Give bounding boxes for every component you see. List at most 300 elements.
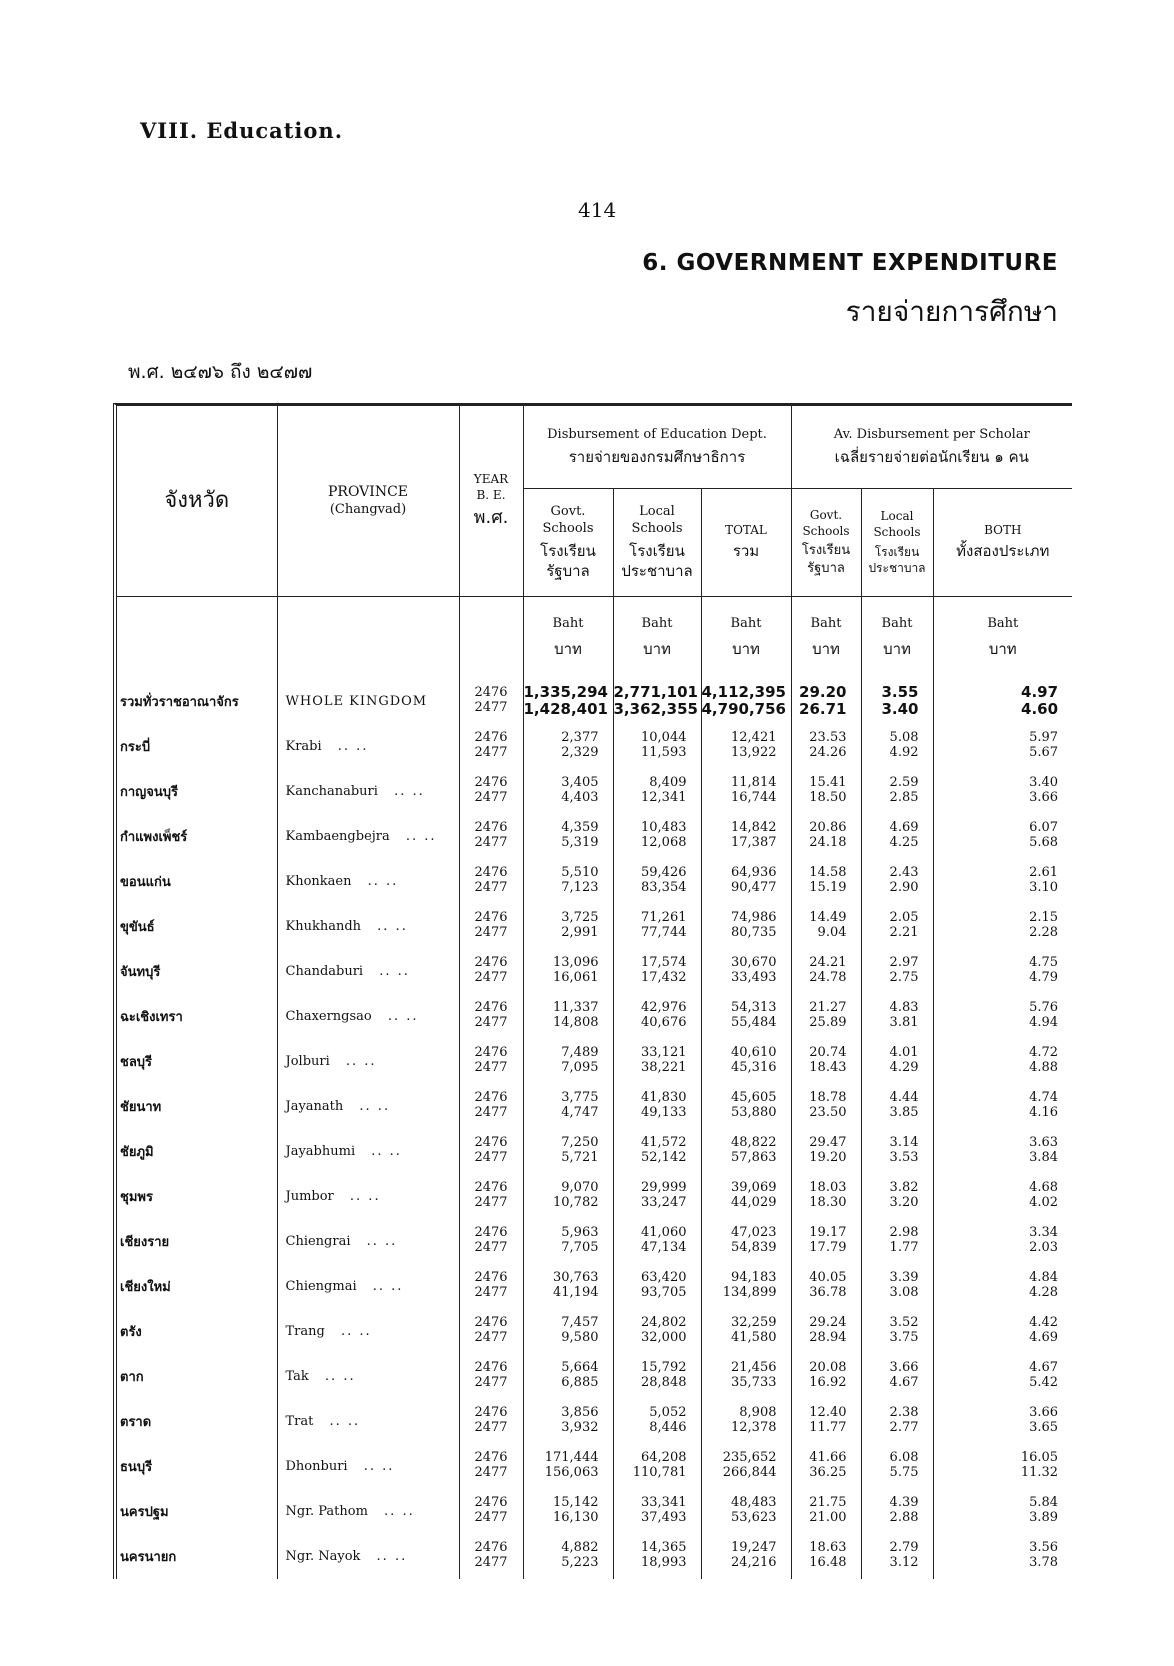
value-2476: 20.86 [809, 820, 847, 836]
value-2477: 5,223 [561, 1555, 599, 1570]
province-english-name: Krabi [285, 738, 322, 754]
value-2476: 3.82 [889, 1180, 919, 1196]
value-2476: 2476 [474, 1135, 508, 1151]
value-2476: 2476 [474, 955, 508, 971]
header-local-schools: Local Schools โรงเรียนประชาบาล [613, 488, 701, 596]
value-2476: 14,842 [731, 820, 777, 836]
govt-schools-cell [523, 814, 613, 859]
province-thai-cell: รวมทั่วราชอาณาจักร [117, 679, 277, 724]
value-2477: 8,446 [649, 1420, 687, 1435]
value-2477: 2.88 [889, 1510, 919, 1525]
local-schools-cell [613, 904, 701, 949]
govt-schools-cell [523, 1309, 613, 1354]
av-govt-cell [791, 1489, 861, 1534]
province-row [117, 859, 1072, 904]
av-local-cell [861, 1264, 933, 1309]
value-2476: 2476 [474, 1270, 508, 1286]
leader-dots: .. .. [339, 1053, 377, 1069]
value-2476: 21.27 [809, 1000, 847, 1016]
value-2477: 18,993 [641, 1555, 687, 1570]
province-english-cell [277, 1489, 459, 1534]
value-2477: 17,432 [641, 970, 687, 985]
total-cell [701, 1309, 791, 1354]
value-2477: 2477 [474, 700, 508, 715]
value-2476: 2,377 [561, 730, 599, 746]
value-2477: 7,095 [561, 1060, 599, 1075]
value-2477: 32,000 [641, 1330, 687, 1345]
value-2476: 74,986 [731, 910, 777, 926]
value-2477: 24.26 [809, 745, 847, 760]
province-english-cell [277, 1219, 459, 1264]
value-2477: 2.75 [889, 970, 919, 985]
value-2476: 19.17 [809, 1225, 847, 1241]
value-2477: 19.20 [809, 1150, 847, 1165]
province-english-cell [277, 1264, 459, 1309]
unit-cell: Baht บาท [701, 596, 791, 679]
value-2476: 29.47 [809, 1135, 847, 1151]
value-2477: 2.03 [1029, 1240, 1059, 1255]
value-2477: 2477 [474, 970, 508, 985]
value-2476: 4,359 [561, 820, 599, 836]
value-2476: 15,792 [641, 1360, 687, 1376]
province-row [117, 1129, 1072, 1174]
province-english-name: Chaxerngsao [285, 1008, 372, 1024]
av-both-cell [933, 994, 1072, 1039]
value-2477: 13,922 [731, 745, 777, 760]
province-thai-cell: ขุขันธ์ [117, 904, 277, 949]
leader-dots: .. .. [357, 1458, 395, 1474]
value-2476: 24.21 [809, 955, 847, 971]
value-2476: 3.39 [889, 1270, 919, 1286]
province-thai-cell: ธนบุรี [117, 1444, 277, 1489]
govt-schools-cell [523, 1444, 613, 1489]
local-schools-cell [613, 724, 701, 769]
av-local-cell [861, 1399, 933, 1444]
av-both-cell [933, 1354, 1072, 1399]
value-2476: 21,456 [731, 1360, 777, 1376]
av-govt-cell [791, 994, 861, 1039]
value-2476: 4.72 [1029, 1045, 1059, 1061]
local-schools-cell [613, 1039, 701, 1084]
province-row [117, 1489, 1072, 1534]
value-2476: 21.75 [809, 1495, 847, 1511]
leader-dots: .. .. [361, 873, 399, 889]
value-2476: 2476 [474, 1045, 508, 1061]
local-schools-cell [613, 994, 701, 1039]
total-cell [701, 949, 791, 994]
leader-dots: .. .. [343, 1188, 381, 1204]
value-2476: 18.03 [809, 1180, 847, 1196]
province-row [117, 1039, 1072, 1084]
leader-dots: .. .. [353, 1098, 391, 1114]
leader-dots: .. .. [373, 963, 410, 979]
header-average-group: Av. Disbursement per Scholar เฉลี่ยรายจ่ายต่อนักเรียน ๑ คน [791, 406, 1072, 488]
value-2477: 24.78 [809, 970, 847, 985]
total-cell [701, 904, 791, 949]
province-row [117, 904, 1072, 949]
value-2476: 3,775 [561, 1090, 599, 1106]
av-local-cell [861, 1219, 933, 1264]
header-both: BOTH ทั้งสองประเภท [933, 488, 1072, 596]
value-2477: 33,247 [641, 1195, 687, 1210]
value-2476: 3,856 [561, 1405, 599, 1421]
value-2477: 18.43 [809, 1060, 847, 1075]
value-2477: 4,790,756 [701, 700, 786, 718]
total-cell [701, 1354, 791, 1399]
value-2476: 4.83 [889, 1000, 919, 1016]
value-2477: 26.71 [799, 700, 847, 718]
value-2477: 16,130 [553, 1510, 599, 1525]
value-2476: 6.08 [889, 1450, 919, 1466]
year-cell [459, 1354, 523, 1399]
av-local-cell [861, 679, 933, 724]
value-2477: 21.00 [809, 1510, 847, 1525]
value-2476: 2476 [474, 1225, 508, 1241]
value-2476: 18.63 [809, 1540, 847, 1556]
value-2476: 4.67 [1029, 1360, 1059, 1376]
av-both-cell [933, 1039, 1072, 1084]
value-2476: 2.98 [889, 1225, 919, 1241]
value-2477: 2477 [474, 880, 508, 895]
province-thai-cell: ชลบุรี [117, 1039, 277, 1084]
value-2476: 2.05 [889, 910, 919, 926]
value-2477: 80,735 [731, 925, 777, 940]
value-2476: 4.44 [889, 1090, 919, 1106]
value-2477: 49,133 [641, 1105, 687, 1120]
govt-schools-cell [523, 1354, 613, 1399]
province-english-cell [277, 859, 459, 904]
leader-dots: .. .. [365, 1143, 402, 1159]
av-govt-cell [791, 1039, 861, 1084]
province-english-cell [277, 1309, 459, 1354]
value-2476: 20.08 [809, 1360, 847, 1376]
total-cell [701, 994, 791, 1039]
value-2477: 16,744 [731, 790, 777, 805]
av-both-cell [933, 949, 1072, 994]
value-2476: 4.01 [889, 1045, 919, 1061]
value-2476: 3.52 [889, 1315, 919, 1331]
av-both-cell [933, 1534, 1072, 1579]
province-thai-cell: เชียงราย [117, 1219, 277, 1264]
province-row [117, 949, 1072, 994]
av-govt-cell [791, 1084, 861, 1129]
value-2476: 20.74 [809, 1045, 847, 1061]
local-schools-cell [613, 1399, 701, 1444]
province-english-cell [277, 904, 459, 949]
av-local-cell [861, 904, 933, 949]
province-thai-cell: ตาก [117, 1354, 277, 1399]
value-2476: 3.40 [1029, 775, 1059, 791]
av-govt-cell [791, 1444, 861, 1489]
province-thai-cell: เชียงใหม่ [117, 1264, 277, 1309]
province-english-cell [277, 1084, 459, 1129]
value-2477: 3.78 [1029, 1555, 1059, 1570]
local-schools-cell [613, 1534, 701, 1579]
value-2477: 3.12 [889, 1555, 919, 1570]
local-schools-cell [613, 1264, 701, 1309]
province-english-cell [277, 769, 459, 814]
av-local-cell [861, 724, 933, 769]
province-row [117, 1399, 1072, 1444]
province-english-name: Jolburi [285, 1053, 330, 1069]
province-english-cell [277, 724, 459, 769]
value-2476: 16.05 [1020, 1450, 1059, 1466]
kingdom-total-row [117, 679, 1072, 724]
value-2477: 3,932 [561, 1420, 599, 1435]
total-cell [701, 1084, 791, 1129]
value-2477: 2477 [474, 835, 508, 850]
govt-schools-cell [523, 949, 613, 994]
value-2477: 2477 [474, 925, 508, 940]
province-row [117, 769, 1072, 814]
year-cell [459, 1174, 523, 1219]
province-english-name: Ngr. Pathom [285, 1503, 368, 1519]
year-cell [459, 1084, 523, 1129]
value-2476: 4.74 [1029, 1090, 1059, 1106]
value-2476: 4.75 [1029, 955, 1059, 971]
value-2476: 2476 [474, 730, 508, 746]
value-2477: 38,221 [641, 1060, 687, 1075]
value-2477: 28,848 [641, 1375, 687, 1390]
value-2476: 48,822 [731, 1135, 777, 1151]
value-2477: 2,329 [561, 745, 599, 760]
value-2476: 13,096 [553, 955, 599, 971]
value-2477: 3.81 [889, 1015, 919, 1030]
av-govt-cell [791, 679, 861, 724]
govt-schools-cell [523, 904, 613, 949]
av-both-cell [933, 724, 1072, 769]
year-cell [459, 1039, 523, 1084]
total-cell [701, 679, 791, 724]
av-local-cell [861, 1039, 933, 1084]
year-cell [459, 1444, 523, 1489]
value-2476: 5.97 [1029, 730, 1059, 746]
av-govt-cell [791, 814, 861, 859]
value-2476: 3,405 [561, 775, 599, 791]
av-both-cell [933, 814, 1072, 859]
value-2476: 48,483 [731, 1495, 777, 1511]
value-2476: 3.63 [1029, 1135, 1059, 1151]
province-row [117, 1264, 1072, 1309]
value-2476: 2476 [474, 910, 508, 926]
av-both-cell [933, 679, 1072, 724]
value-2476: 2476 [474, 1180, 508, 1196]
av-both-cell [933, 1174, 1072, 1219]
leader-dots: .. .. [366, 1278, 404, 1294]
value-2476: 4.84 [1029, 1270, 1059, 1286]
value-2476: 2476 [474, 775, 508, 791]
value-2476: 2.43 [889, 865, 919, 881]
av-local-cell [861, 1489, 933, 1534]
province-english-name: Kambaengbejra [285, 828, 390, 844]
value-2476: 10,483 [641, 820, 687, 836]
table-title-thai: รายจ่ายการศึกษา [845, 295, 1058, 328]
value-2477: 15.19 [809, 880, 847, 895]
value-2477: 2.28 [1029, 925, 1059, 940]
govt-schools-cell [523, 1489, 613, 1534]
value-2476: 2476 [474, 1360, 508, 1376]
year-cell [459, 1489, 523, 1534]
govt-schools-cell [523, 1174, 613, 1219]
total-cell [701, 814, 791, 859]
value-2477: 4.69 [1029, 1330, 1059, 1345]
value-2476: 2.97 [889, 955, 919, 971]
av-local-cell [861, 1354, 933, 1399]
av-local-cell [861, 994, 933, 1039]
av-local-cell [861, 949, 933, 994]
value-2476: 2476 [474, 820, 508, 836]
value-2476: 8,908 [739, 1405, 777, 1421]
province-english-cell [277, 949, 459, 994]
province-thai-cell: กาญจนบุรี [117, 769, 277, 814]
province-english-name: Trat [285, 1413, 314, 1429]
value-2477: 4.88 [1029, 1060, 1059, 1075]
value-2476: 2476 [474, 1450, 508, 1466]
value-2476: 29,999 [641, 1180, 687, 1196]
header-province: PROVINCE (Changvad) [277, 406, 459, 596]
year-cell [459, 679, 523, 724]
av-both-cell [933, 1084, 1072, 1129]
value-2476: 30,763 [553, 1270, 599, 1286]
value-2477: 53,880 [731, 1105, 777, 1120]
value-2476: 2.79 [889, 1540, 919, 1556]
value-2477: 2477 [474, 1375, 508, 1390]
value-2477: 5,721 [561, 1150, 599, 1165]
value-2476: 2.38 [889, 1405, 919, 1421]
province-row [117, 1354, 1072, 1399]
value-2477: 3.40 [881, 700, 919, 718]
value-2477: 2.77 [889, 1420, 919, 1435]
year-cell [459, 1219, 523, 1264]
value-2477: 4.92 [889, 745, 919, 760]
province-english-name: Trang [285, 1323, 325, 1339]
province-english-name: Ngr. Nayok [285, 1548, 361, 1564]
value-2477: 5.67 [1029, 745, 1059, 760]
govt-schools-cell [523, 724, 613, 769]
value-2477: 2477 [474, 1195, 508, 1210]
province-english-name: Khukhandh [285, 918, 362, 934]
province-thai-cell: ตราด [117, 1399, 277, 1444]
local-schools-cell [613, 1309, 701, 1354]
value-2476: 5,664 [561, 1360, 599, 1376]
value-2477: 4.29 [889, 1060, 919, 1075]
local-schools-cell [613, 769, 701, 814]
year-cell [459, 1129, 523, 1174]
av-both-cell [933, 1129, 1072, 1174]
value-2476: 3.14 [889, 1135, 919, 1151]
value-2477: 6,885 [561, 1375, 599, 1390]
value-2477: 18.50 [809, 790, 847, 805]
value-2476: 2476 [474, 685, 508, 701]
province-row [117, 814, 1072, 859]
value-2476: 15.41 [809, 775, 847, 791]
value-2476: 29.24 [809, 1315, 847, 1331]
value-2476: 29.20 [799, 682, 847, 701]
total-cell [701, 1534, 791, 1579]
value-2477: 54,839 [731, 1240, 777, 1255]
value-2476: 2476 [474, 1540, 508, 1556]
province-row [117, 1534, 1072, 1579]
av-govt-cell [791, 949, 861, 994]
govt-schools-cell [523, 1084, 613, 1129]
unit-cell: Baht บาท [613, 596, 701, 679]
local-schools-cell [613, 1129, 701, 1174]
value-2477: 41,580 [731, 1330, 777, 1345]
value-2476: 59,426 [641, 865, 687, 881]
av-local-cell [861, 1444, 933, 1489]
value-2477: 4.60 [1021, 700, 1059, 718]
year-cell [459, 1534, 523, 1579]
province-english-cell [277, 679, 459, 724]
value-2476: 4.39 [889, 1495, 919, 1511]
value-2476: 6.07 [1029, 820, 1059, 836]
value-2476: 47,023 [731, 1225, 777, 1241]
value-2477: 41,194 [553, 1285, 599, 1300]
value-2477: 5,319 [561, 835, 599, 850]
value-2477: 53,623 [731, 1510, 777, 1525]
value-2477: 3,362,355 [613, 700, 698, 718]
av-local-cell [861, 769, 933, 814]
value-2477: 4.67 [889, 1375, 919, 1390]
value-2476: 4.68 [1029, 1180, 1059, 1196]
header-disbursement-group: Disbursement of Education Dept. รายจ่ายของกรมศึกษาธิการ [523, 406, 791, 488]
year-cell [459, 994, 523, 1039]
value-2476: 41,830 [641, 1090, 687, 1106]
value-2477: 40,676 [641, 1015, 687, 1030]
province-english-name: Dhonburi [285, 1458, 348, 1474]
value-2477: 10,782 [553, 1195, 599, 1210]
value-2477: 156,063 [544, 1465, 599, 1480]
value-2477: 4.94 [1029, 1015, 1059, 1030]
value-2476: 41,572 [641, 1135, 687, 1151]
province-english-name: Tak [285, 1368, 309, 1384]
av-govt-cell [791, 1399, 861, 1444]
province-row [117, 1219, 1072, 1264]
province-english-name: WHOLE KINGDOM [285, 693, 428, 709]
section-heading: VIII. Education. [140, 118, 344, 143]
av-both-cell [933, 1219, 1072, 1264]
leader-dots: .. .. [323, 1413, 361, 1429]
value-2477: 24.18 [809, 835, 847, 850]
value-2476: 5,052 [649, 1405, 687, 1421]
av-govt-cell [791, 1129, 861, 1174]
value-2477: 2477 [474, 1015, 508, 1030]
value-2477: 16,061 [553, 970, 599, 985]
total-cell [701, 1219, 791, 1264]
value-2477: 3.65 [1029, 1420, 1059, 1435]
value-2477: 25.89 [809, 1015, 847, 1030]
value-2477: 23.50 [809, 1105, 847, 1120]
value-2476: 94,183 [731, 1270, 777, 1286]
province-english-name: Khonkaen [285, 873, 352, 889]
value-2477: 2477 [474, 790, 508, 805]
value-2477: 2.21 [889, 925, 919, 940]
value-2476: 2476 [474, 1090, 508, 1106]
value-2477: 2.85 [889, 790, 919, 805]
value-2477: 7,705 [561, 1240, 599, 1255]
value-2477: 45,316 [731, 1060, 777, 1075]
value-2477: 3.84 [1029, 1150, 1059, 1165]
value-2476: 3,725 [561, 910, 599, 926]
value-2476: 18.78 [809, 1090, 847, 1106]
unit-cell [459, 596, 523, 679]
period-thai: พ.ศ. ๒๔๗๖ ถึง ๒๔๗๗ [128, 361, 313, 383]
value-2477: 3.10 [1029, 880, 1059, 895]
value-2476: 7,457 [561, 1315, 599, 1331]
value-2476: 12.40 [809, 1405, 847, 1421]
value-2477: 16.48 [809, 1555, 847, 1570]
value-2477: 2,991 [561, 925, 599, 940]
